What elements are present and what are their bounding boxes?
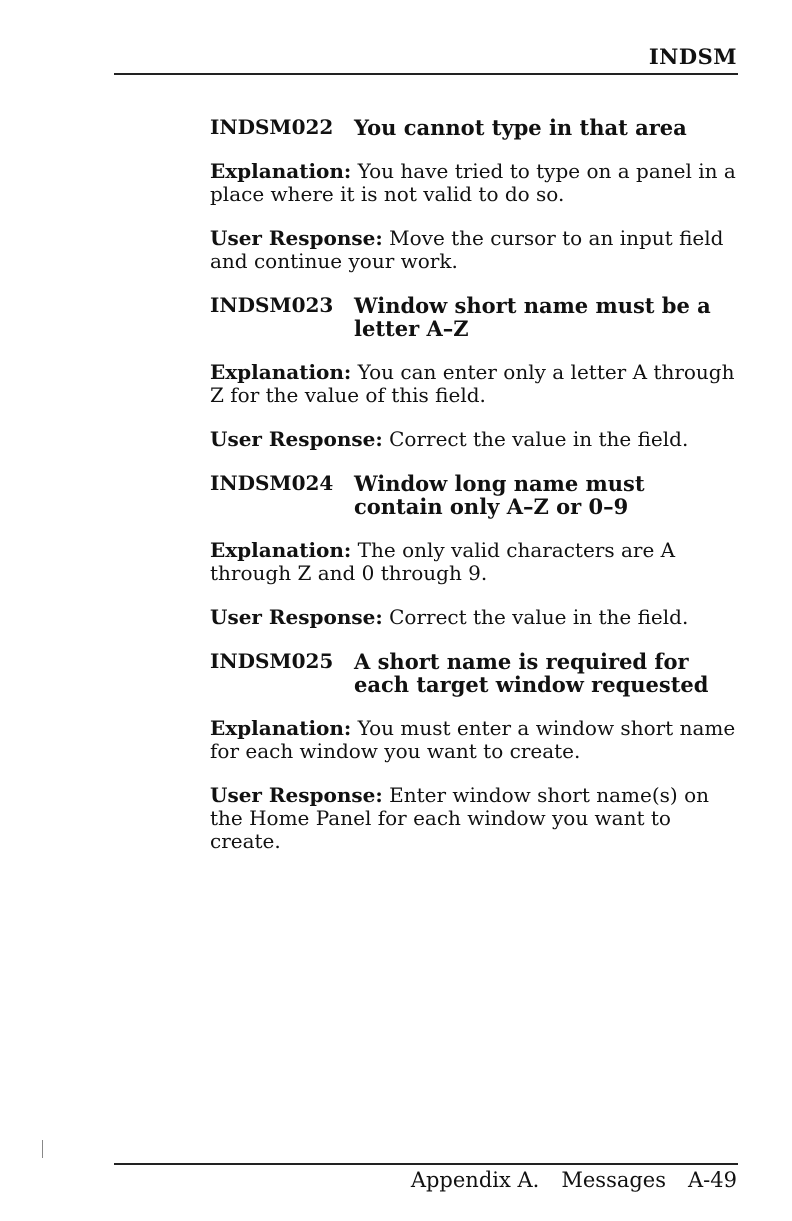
message-entry	[210, 472, 740, 629]
explanation-paragraph	[210, 361, 740, 407]
message-title: You cannot type in that area	[354, 115, 687, 140]
message-id: INDSM022	[210, 115, 334, 139]
explanation-text: You can enter only a letter A through Z for the value of this field.	[210, 360, 735, 407]
response-paragraph	[210, 606, 740, 629]
message-title: Window short name must be a letter A–Z	[354, 293, 711, 341]
message-title: Window long name must contain only A–Z or 0–9	[354, 471, 645, 519]
margin-mark	[42, 1140, 43, 1158]
message-header	[210, 472, 740, 518]
response-text: Move the cursor to an input field and continue your work.	[210, 226, 724, 273]
response-label: User Response:	[210, 605, 383, 629]
response-text: Correct the value in the field.	[389, 605, 689, 629]
message-entry	[210, 650, 740, 853]
message-id: INDSM023	[210, 293, 334, 317]
page-footer	[411, 1168, 737, 1192]
explanation-text: You must enter a window short name for each window you want to create.	[210, 716, 736, 763]
explanation-label: Explanation:	[210, 360, 352, 384]
message-title: A short name is required for each target window requested	[354, 649, 709, 697]
footer-section: Appendix A.	[410, 1168, 540, 1192]
explanation-label: Explanation:	[210, 159, 352, 183]
message-id: INDSM025	[210, 649, 334, 673]
response-paragraph	[210, 428, 740, 451]
message-entry	[210, 294, 740, 451]
response-label: User Response:	[210, 783, 383, 807]
response-label: User Response:	[210, 427, 383, 451]
explanation-text: You have tried to type on a panel in a place where it is not valid to do so.	[210, 159, 736, 206]
response-paragraph	[210, 227, 740, 273]
message-list	[210, 116, 740, 874]
explanation-paragraph	[210, 717, 740, 763]
footer-chapter: Messages	[561, 1168, 667, 1192]
message-id: INDSM024	[210, 471, 334, 495]
message-header	[210, 650, 740, 696]
message-header	[210, 116, 740, 139]
explanation-label: Explanation:	[210, 716, 352, 740]
response-label: User Response:	[210, 226, 383, 250]
response-paragraph	[210, 784, 740, 853]
footer-rule	[114, 1163, 738, 1165]
explanation-label: Explanation:	[210, 538, 352, 562]
response-text: Correct the value in the field.	[389, 427, 689, 451]
explanation-paragraph	[210, 160, 740, 206]
explanation-paragraph	[210, 539, 740, 585]
response-text: Enter window short name(s) on the Home Panel for each window you want to create.	[210, 783, 710, 853]
message-entry	[210, 116, 740, 273]
message-header	[210, 294, 740, 340]
header-rule	[114, 73, 738, 75]
page-number: A-49	[688, 1168, 737, 1192]
explanation-text: The only valid characters are A through Z and 0 through 9.	[210, 538, 676, 585]
running-head: INDSM	[648, 44, 737, 69]
